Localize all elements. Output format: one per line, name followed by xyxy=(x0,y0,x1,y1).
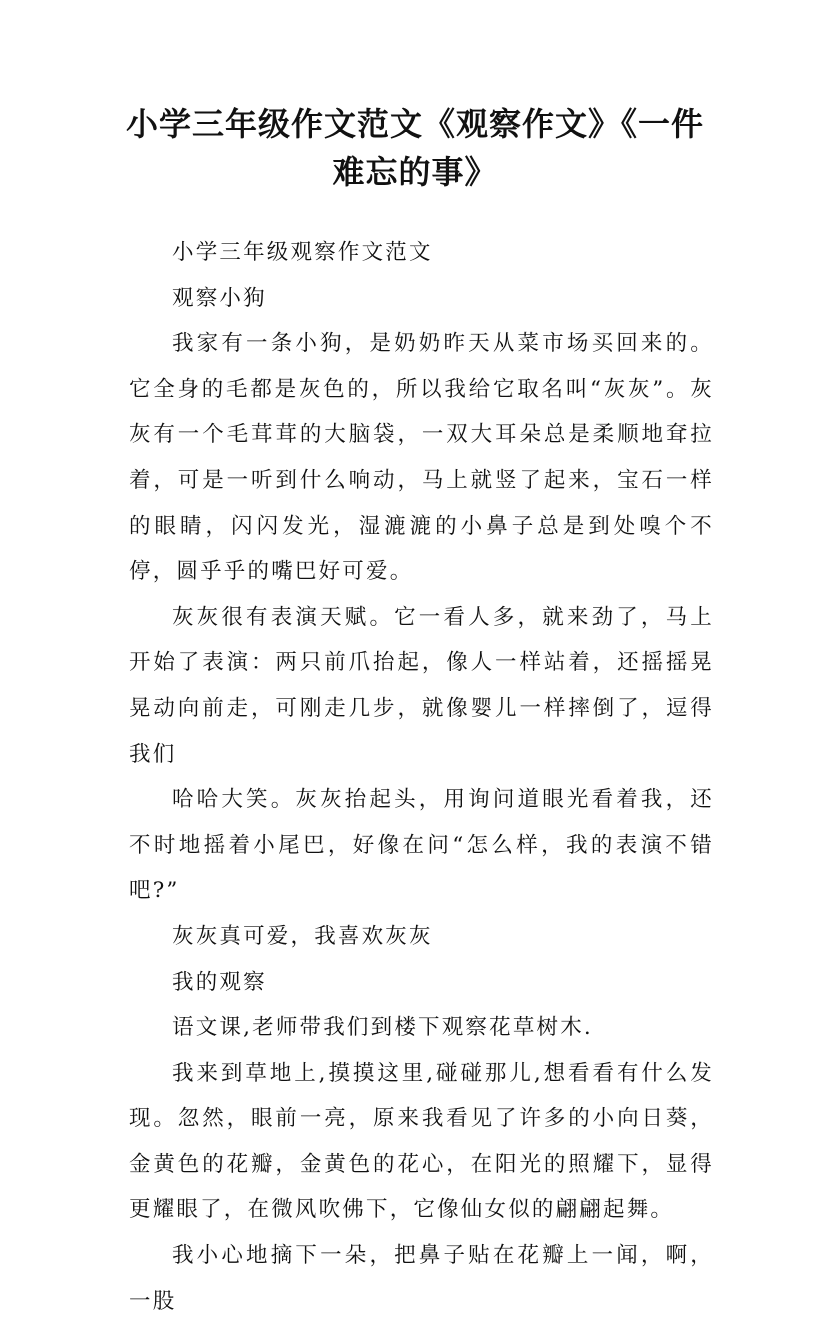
paragraph: 灰灰很有表演天赋。它一看人多，就来劲了，马上开始了表演：两只前爪抬起，像人一样站着，还摇摇晃晃动向前走，可刚走几步，就像婴儿一样摔倒了，逗得我们 xyxy=(129,604,714,767)
paragraph: 灰灰真可爱，我喜欢灰灰 xyxy=(172,923,433,949)
document-body xyxy=(129,230,714,1324)
document-title: 小学三年级作文范文《观察作文》《一件难忘的事》 xyxy=(125,105,704,191)
paragraph: 我家有一条小狗，是奶奶昨天从菜市场买回来的。它全身的毛都是灰色的，所以我给它取名叫“灰灰”。灰灰有一个毛茸茸的大脑袋，一双大耳朵总是柔顺地耷拉着，可是一听到什么响动，马上就竖了起来，宝石一样的眼睛，闪闪发光，湿漉漉的小鼻子总是到处嗅个不停，圆乎乎的嘴巴好可爱。 xyxy=(129,331,714,585)
paragraph-heading: 小学三年级观察作文范文 xyxy=(172,240,433,265)
paragraph: 哈哈大笑。灰灰抬起头，用询问道眼光看着我，还不时地摇着小尾巴，好像在问“怎么样，我的表演不错吧?” xyxy=(129,787,714,904)
paragraph-subheading: 我的观察 xyxy=(172,969,267,995)
paragraph: 我来到草地上,摸摸这里,碰碰那儿,想看看有什么发现。忽然，眼前一亮，原来我看见了许多的小向日葵，金黄色的花瓣，金黄色的花心，在阳光的照耀下，显得更耀眼了，在微风吹佛下，它像仙女似的翩翩起舞。 xyxy=(129,1060,714,1223)
paragraph: 语文课,老师带我们到楼下观察花草树木. xyxy=(172,1015,593,1041)
paragraph: 我小心地摘下一朵，把鼻子贴在花瓣上一闻，啊，一股 xyxy=(129,1243,714,1314)
paragraph-subheading: 观察小狗 xyxy=(172,285,267,311)
